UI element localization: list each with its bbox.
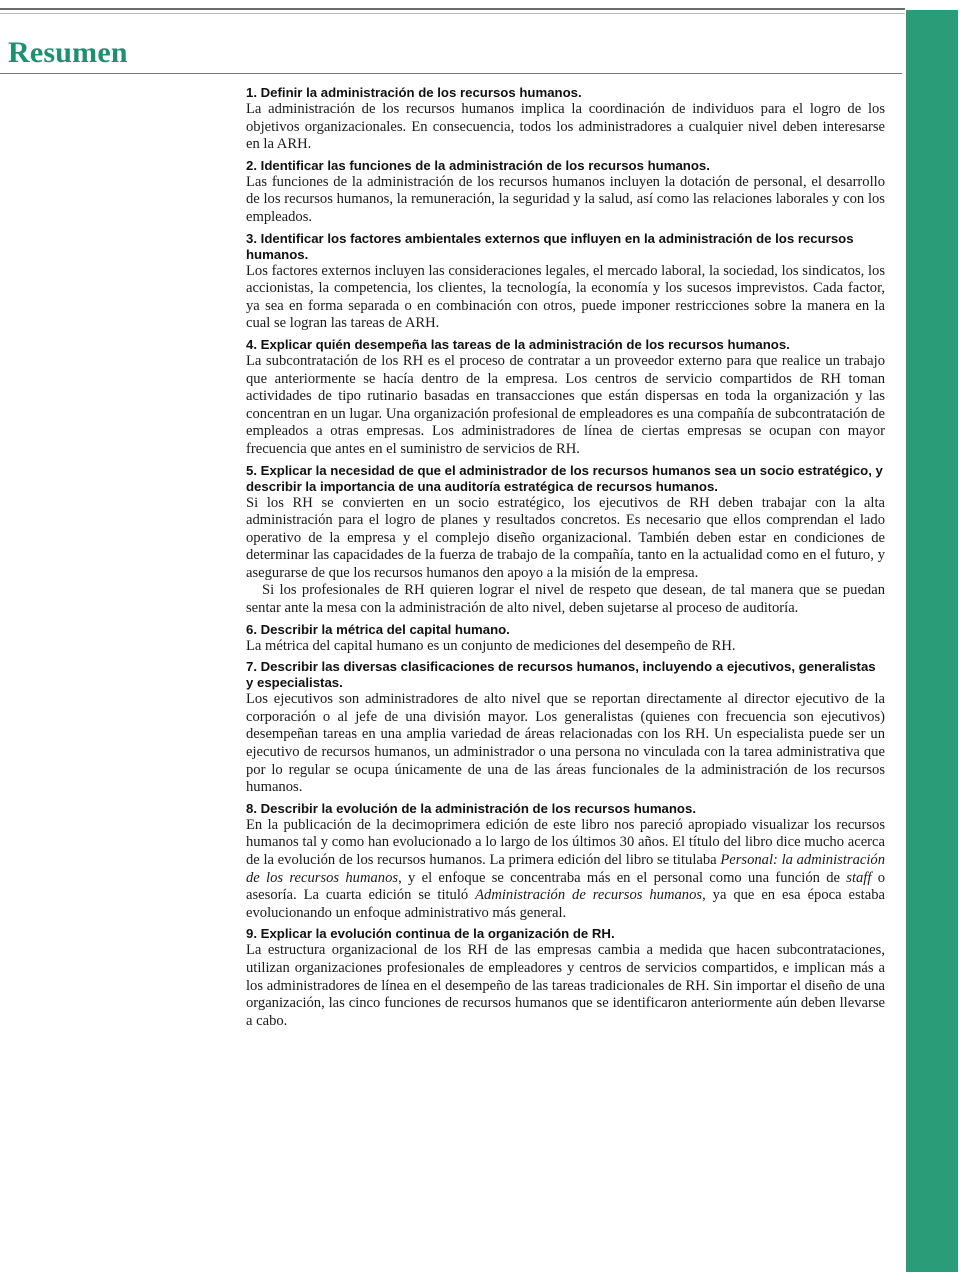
book-title-italic: Administración de recursos humanos xyxy=(475,887,703,904)
summary-section-1 xyxy=(246,85,885,154)
section-heading: 8. Describir la evolución de la administración de los recursos humanos. xyxy=(246,800,696,816)
side-accent-bar xyxy=(906,10,958,1272)
summary-section-5 xyxy=(246,463,885,618)
summary-section-3 xyxy=(246,231,885,333)
paragraph-text: En la publicación de la decimoprimera edición de este libro nos pareció apropiado visualizar los recursos humanos tal y como han evolucionado a lo largo de los últimos 30 años. El título del libro dice mucho acerca de la evolución de los recursos humanos. La primera edición del libro se titulaba xyxy=(246,816,885,868)
section-paragraph: Si los RH se convierten en un socio estratégico, los ejecutivos de RH deben trabajar con la alta administración para el logro de planes y resultados concretos. Es necesario que ellos comprendan el lado operativo de la empresa y el complejo diseño organizacional. También deben estar en condiciones de determinar las capacidades de la fuerza de trabajo de la compañía, tanto en la actualidad como en el futuro, y asegurarse de que los recursos humanos den apoyo a la misión de la empresa. xyxy=(246,494,885,581)
section-paragraph: La métrica del capital humano es un conjunto de mediciones del desempeño de RH. xyxy=(246,637,736,654)
section-paragraph: La subcontratación de los RH es el proceso de contratar a un proveedor externo para que realice un trabajo que anteriormente se hacía dentro de la empresa. Los centros de servicio compartidos de RH toman actividades de tipo rutinario basadas en transacciones que están dispersas en toda la organización y las concentran en un lugar. Una organización profesional de empleadores es una compañía de subcontratación de empleados a otras empresas. Los administradores de línea de ciertas empresas se ocupan con mayor frecuencia que antes en el suministro de servicios de RH. xyxy=(246,352,885,457)
summary-section-9 xyxy=(246,926,885,1030)
title-rule xyxy=(0,73,902,74)
summary-section-6 xyxy=(246,622,885,656)
paragraph-text: , y el enfoque se concentraba más en el personal como una función de xyxy=(398,869,847,886)
summary-section-2 xyxy=(246,158,885,227)
paragraph-text: o asesoría. La cuarta edición se tituló xyxy=(246,869,886,904)
summary-section-4 xyxy=(246,337,885,459)
summary-section-7 xyxy=(246,659,885,797)
page-title: Resumen xyxy=(8,36,128,69)
top-rule-thin xyxy=(0,13,905,14)
section-heading: 3. Identificar los factores ambientales externos que influyen en la administración de los recursos humanos. xyxy=(246,230,854,262)
section-heading: 5. Explicar la necesidad de que el administrador de los recursos humanos sea un socio estratégico, y describir la importancia de una auditoría estratégica de recursos humanos. xyxy=(246,462,883,494)
summary-content xyxy=(246,85,885,1034)
section-paragraph: La administración de los recursos humanos implica la coordinación de individuos para el logro de los objetivos organizacionales. En consecuencia, todos los administradores a cualquier nivel deben interesarse en la ARH. xyxy=(246,101,885,153)
section-paragraph: Los ejecutivos son administradores de alto nivel que se reportan directamente al director ejecutivo de la corporación o al jefe de una división mayor. Los generalistas (quienes con frecuencia son ejecutivos) desempeñan tareas en una amplia variedad de áreas relacionadas con los RH. Un especialista puede ser un ejecutivo de recursos humanos, un administrador o una persona no vinculada con la tarea administrativa que por lo regular se ocupa únicamente de una de las áreas funcionales de la administración de los recursos humanos. xyxy=(246,691,885,796)
section-paragraph xyxy=(246,817,885,923)
section-paragraph: Los factores externos incluyen las consideraciones legales, el mercado laboral, la sociedad, los sindicatos, los accionistas, la competencia, los clientes, la tecnología, la economía y los sucesos imprevistos. Cada factor, ya sea en forma separada o en combinación con otros, puede imponer restricciones sobre la manera en la cual se logran las tareas de ARH. xyxy=(246,262,885,332)
section-paragraph: Si los profesionales de RH quieren lograr el nivel de respeto que desean, de tal manera que se puedan sentar ante la mesa con la administración de alto nivel, deben sujetarse al proceso de auditoría. xyxy=(246,582,885,617)
section-heading: 9. Explicar la evolución continua de la organización de RH. xyxy=(246,926,615,942)
staff-italic: staff xyxy=(846,869,872,886)
top-rule xyxy=(0,8,905,10)
section-heading: 4. Explicar quién desempeña las tareas de la administración de los recursos humanos. xyxy=(246,336,790,352)
section-heading: 7. Describir las diversas clasificaciones de recursos humanos, incluyendo a ejecutivos, generalistas y especialistas. xyxy=(246,659,876,691)
paragraph-text: , ya que en esa época estaba evolucionando un enfoque administrativo más general. xyxy=(246,887,885,921)
section-paragraph: Las funciones de la administración de los recursos humanos incluyen la dotación de personal, el desarrollo de los recursos humanos, la remuneración, la seguridad y la salud, así como las relaciones laborales y con los empleados. xyxy=(246,173,885,225)
section-paragraph: La estructura organizacional de los RH de las empresas cambia a medida que hacen subcontrataciones, utilizan organizaciones profesionales de empleadores y centros de servicios compartidos, e implican más a los administradores de línea en el desempeño de las tareas tradicionales de RH. Sin importar el diseño de una organización, las cinco funciones de recursos humanos que se identificaron anteriormente aún deben llevarse a cabo. xyxy=(246,942,885,1029)
section-heading: 6. Describir la métrica del capital humano. xyxy=(246,621,510,637)
section-heading: 1. Definir la administración de los recursos humanos. xyxy=(246,85,582,100)
summary-section-8 xyxy=(246,801,885,923)
section-heading: 2. Identificar las funciones de la administración de los recursos humanos. xyxy=(246,157,710,173)
book-title-italic: Personal: la administración de los recursos humanos xyxy=(246,852,885,886)
